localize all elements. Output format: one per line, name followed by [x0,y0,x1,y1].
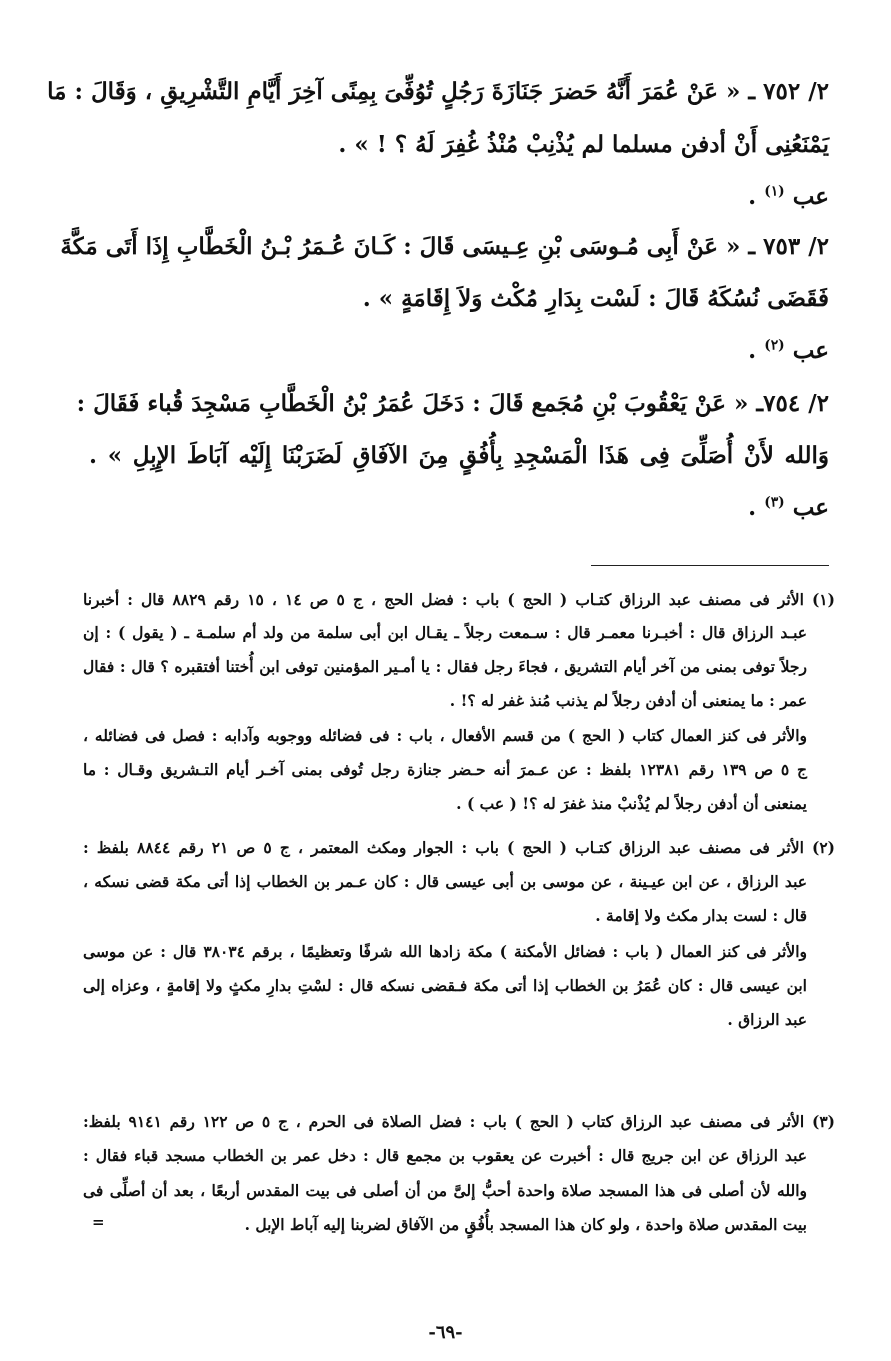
entry-753-line-1: ٢/ ٧٥٣ ـ « عَنْ أَبِى مُـوسَى بْنِ عِـيسَى قَالَ : كَـانَ عُـمَرُ بْـنُ الْخَطَّابِ إِذَا أَتَى مَكَّةَ [60,233,829,260]
footnote-ref[interactable]: (١) [764,183,785,200]
footnote-2-line: عبد الرزاق ، عن ابن عيـينة ، عن موسى بن أبى عيسى قال : كان عـمر بن الخطاب إذا أتى مكة قضى نسكه ، [83,872,807,891]
footnote-2-line: عبد الرزاق . [727,1010,807,1029]
footnote-1-line: عمر : ما يمنعنى أن أدفن رجلاً لم يذنب مُنذ غفر له ؟! . [449,691,807,710]
entry-753-source: عب $^{(٢)}$ . [748,337,829,364]
footnote-1-line: عبـد الرزاق قال : أخبـرنا معمـر قال : سـمعت رجلاً ـ يقـال ابن أبى سلمة من ولد أم سلمـة ـ ( يقول ) : إن [83,623,807,642]
footnote-1-line: رجلاً توفى بمنى من آخر أيام التشريق ، فجاءَ رجل فقال : يا أمـير المؤمنين توفى ابن أُختنا أفتقبره ؟ قال : فقال [83,657,807,676]
entry-754-source: عب $^{(٣)}$ . [748,494,829,521]
source-abbrev: عب [792,337,829,364]
footnote-2-line: ابن عيسى قال : كان عُمَرُ بن الخطاب إذا أتى مكة فـقضى نسكه قال : لسْتِ بدارِ مكثٍ ولا إقامةٍ ، وعزاه إلى [83,976,807,995]
footnote-ref[interactable]: (٢) [764,337,785,354]
page-number: -٦٩- [428,1322,463,1343]
footnote-2-line: (٢) الأثر فى مصنف عبد الرزاق كتـاب ( الحج ) باب : الجوار ومكث المعتمر ، ج ٥ ص ٢١ رقم ٨٨٤٤ بلفظ : [83,838,836,857]
source-abbrev: عب [792,494,829,521]
footnote-2-line: قال : لست بدار مكث ولا إقامة . [595,906,807,925]
footnote-3-line: بيت المقدس صلاة واحدة ، ولو كان هذا المسجد بأُفُقٍ من الآفاق لضربنا إليه آباط الإبل . [244,1215,807,1234]
source-abbrev: عب [792,183,829,210]
footnote-2-line: والأثر فى كنز العمال ( باب : فضائل الأمكنة ) مكة زادها الله شرفًا وتعظيمًا ، برقم ٣٨٠٣٤ قال : عن موسى [83,942,807,961]
entry-752-line-2: يَمْنَعُنِى أَنْ أدفن مسلما لم يُذْنِبْ مُنْذُ غُفِرَ لَهُ ؟ ! » . [338,131,829,158]
footnote-3-line: عبد الرزاق عن ابن جريج قال : أخبرت عن يعقوب بن مجمع قال : دخل عمر بن الخطاب مسجد قباء فقال : [83,1146,807,1165]
footnote-3-line: (٣) الأثر فى مصنف عبد الرزاق كتاب ( الحج ) باب : فضل الصلاة فى الحرم ، ج ٥ ص ١٢٢ رقم ٩١٤١ بلفظ: [83,1112,835,1131]
entry-754-line-2: وَالله لأَنْ أُصَلِّىَ فِى هَذَا الْمَسْجِدِ بِأُفُقٍ مِنَ الآفَاقِ لَضَرَبْنَا إِلَيْه آبَاطَ الإِبِلِ » . [89,442,829,469]
footnote-1-line: والأثر فى كنز العمال كتاب ( الحج ) من قسم الأفعال ، باب : فى فضائله ووجوبه وآدابه : فصل فى فضائله ، [83,726,807,745]
footnote-ref[interactable]: (٣) [764,494,785,511]
entry-752-line-1: ٢/ ٧٥٢ ـ « عَنْ عُمَرَ أَنَّهُ حَضرَ جَنَازَةَ رَجُلٍ تُوُفِّىَ بِمِنًى آخِرَ أَيَّامِ التَّشْرِيقِ ، وَقَالَ : مَا [47,78,829,105]
entry-754-line-1: ٢/ ٧٥٤ـ « عَنْ يَعْقُوبَ بْنِ مُجَمع قَالَ : دَخَلَ عُمَرُ بْنُ الْخَطَّابِ مَسْجِدَ قُباء فَقَالَ : [76,390,829,417]
footnote-1-line: (١) الأثر فى مصنف عبد الرزاق كتـاب ( الحج ) باب : فضل الحج ، ج ٥ ص ١٤ ، ١٥ رقم ٨٨٢٩ قال : أخبرنا [83,590,835,609]
footnote-1-line: يمنعنى أن أدفن رجلاً لم يُذْنبْ منذ غفرَ له ؟! ( عب ) . [456,794,807,813]
footnote-1-line: ج ٥ ص ١٣٩ رقم ١٢٣٨١ بلفظ : عن عـمرَ أنه حـضر جنازة رجل تُوفى بمنى آخـر أيام التـشريق وقـال : ما [83,760,807,779]
entry-753-line-2: فَقَضَى نُسُكَهُ قَالَ : لَسْت بِدَارِ مُكْث وَلاَ إِقَامَةٍ » . [362,285,829,312]
footnote-3-line: والله لأن أصلى فى هذا المسجد صلاة واحدة أحبُّ إلىَّ من أن أصلى فى بيت المقدس أربعًا ، بعد أن أصلِّى فى [83,1181,807,1200]
footnote-separator [591,565,829,566]
entry-752-source: عب $^{(١)}$ . [748,183,829,210]
continuation-mark: = [92,1213,105,1231]
